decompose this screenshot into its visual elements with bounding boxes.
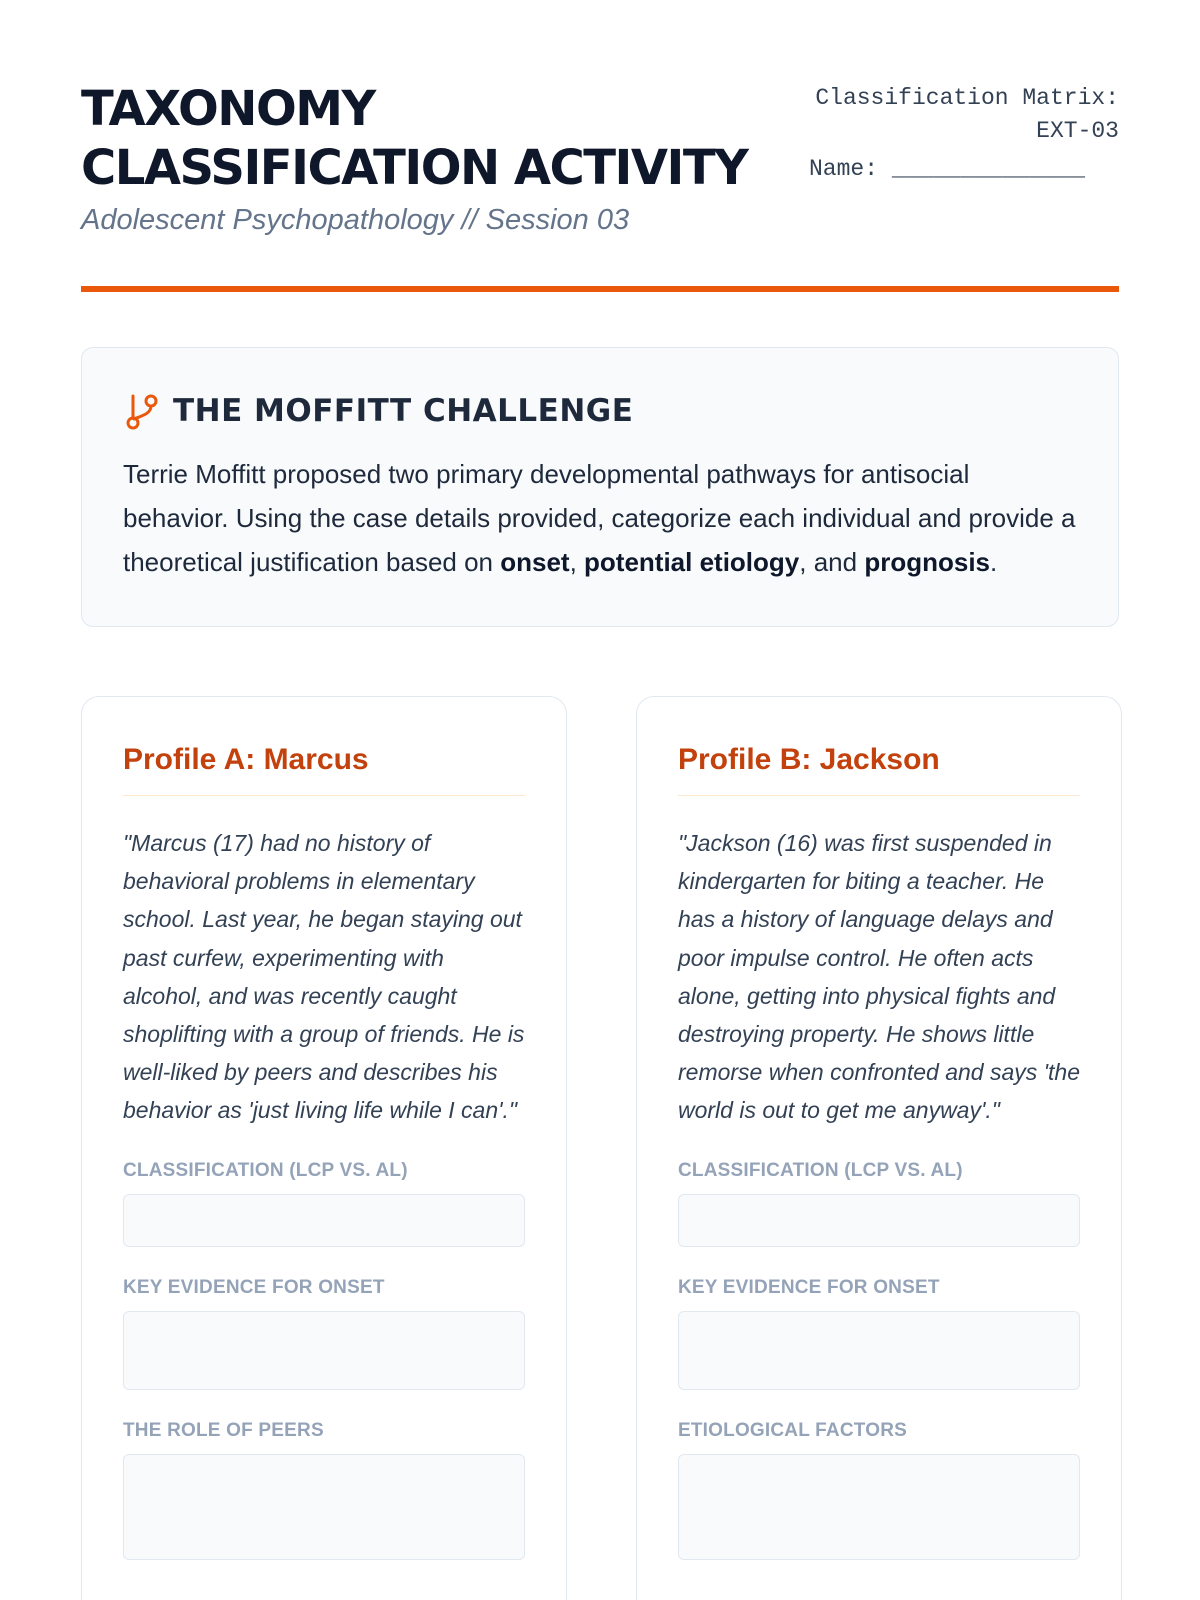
- classification-input[interactable]: [678, 1194, 1080, 1247]
- term-etiology: potential etiology: [584, 547, 800, 577]
- term-onset: onset: [500, 547, 570, 577]
- peers-role-input[interactable]: [123, 1454, 525, 1560]
- intro-text: Terrie Moffitt proposed two primary developmental pathways for antisocial behavior. Using the case details provided, categorize each individual and provide a theoretical justification based on: [123, 459, 1076, 577]
- worksheet-meta: [809, 82, 1119, 186]
- intro-instructions: [123, 452, 1077, 584]
- matrix-label: Classification Matrix:: [815, 85, 1119, 111]
- profile-title: Profile B: Jackson: [678, 743, 1080, 796]
- field-label-onset: KEY EVIDENCE FOR ONSET: [123, 1276, 385, 1298]
- name-field[interactable]: Name: ______________: [809, 156, 1086, 182]
- onset-evidence-input[interactable]: [123, 1311, 525, 1390]
- worksheet-header: [81, 80, 1119, 237]
- case-description: "Jackson (16) was first suspended in kindergarten for biting a teacher. He has a history of language delays and poor impulse control. He often acts alone, getting into physical fights and destroying property. He shows little remorse when confronted and says 'the world is out to get me anyway'.": [678, 830, 1081, 1124]
- profile-title: Profile A: Marcus: [123, 743, 525, 796]
- field-label-onset: KEY EVIDENCE FOR ONSET: [678, 1276, 940, 1298]
- etiological-factors-input[interactable]: [678, 1454, 1080, 1560]
- intro-separator: , and: [799, 547, 865, 577]
- classification-input[interactable]: [123, 1194, 525, 1247]
- field-label-etiology: ETIOLOGICAL FACTORS: [678, 1419, 907, 1441]
- field-label-peers: THE ROLE OF PEERS: [123, 1419, 324, 1441]
- page-title: TAXONOMY CLASSIFICATION ACTIVITY: [81, 81, 748, 196]
- field-label-classification: CLASSIFICATION (LCP VS. AL): [123, 1159, 408, 1181]
- case-description: "Marcus (17) had no history of behavioral problems in elementary school. Last year, he began staying out past curfew, experimenting with alcohol, and was recently caught shoplifting with a group of friends. He is well-liked by peers and describes his behavior as 'just living life while I can'.": [123, 830, 525, 1124]
- intro-end: .: [990, 547, 998, 577]
- branch-icon: [123, 392, 159, 430]
- header-divider: [81, 286, 1119, 292]
- onset-evidence-input[interactable]: [678, 1311, 1080, 1390]
- page-subtitle: Adolescent Psychopathology // Session 03: [81, 204, 630, 236]
- intro-separator: ,: [569, 547, 585, 577]
- term-prognosis: prognosis: [864, 547, 990, 577]
- profile-card-marcus: [81, 696, 567, 1600]
- matrix-code: EXT-03: [1036, 118, 1119, 144]
- intro-title: THE MOFFITT CHALLENGE: [173, 393, 634, 429]
- profile-card-jackson: [636, 696, 1122, 1600]
- moffitt-challenge-card: [81, 347, 1119, 627]
- intro-heading: [123, 392, 1077, 430]
- field-label-classification: CLASSIFICATION (LCP VS. AL): [678, 1159, 963, 1181]
